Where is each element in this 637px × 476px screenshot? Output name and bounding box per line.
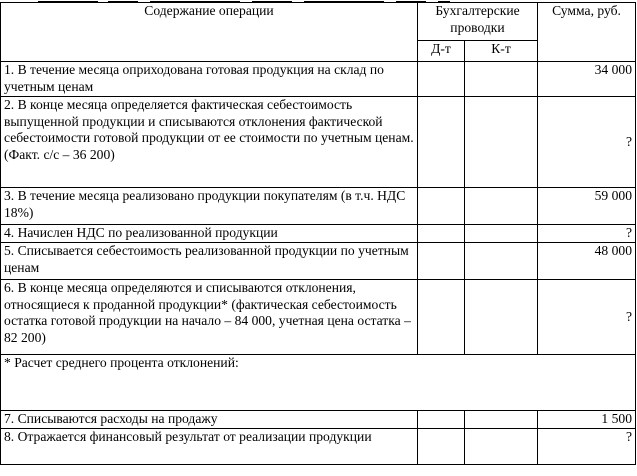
table-row — [1, 429, 636, 465]
debit-cell — [418, 225, 465, 243]
operation-text: 1. В течение месяца оприходована готовая продукция на склад по учетным ценам — [1, 62, 418, 97]
header-sum: Сумма, руб. — [538, 3, 636, 62]
operation-text: 3. В течение месяца реализовано продукции покупателям (в т.ч. НДС 18%) — [1, 188, 418, 225]
credit-cell — [465, 429, 538, 465]
table-row — [1, 411, 636, 429]
operation-text: 6. В конце месяца определяются и списываются отклонения, относящиеся к проданной продукции* (фактическая себестоимость остатка готовой продукции на начало – 84 000, учетная цена остатка – 82 200) — [1, 280, 418, 355]
credit-cell — [465, 225, 538, 243]
debit-cell — [418, 243, 465, 280]
debit-cell — [418, 280, 465, 355]
credit-cell — [465, 97, 538, 188]
amount-cell: 59 000 — [538, 188, 636, 225]
table-row — [1, 243, 636, 280]
table-row — [1, 280, 636, 355]
table-row — [1, 62, 636, 97]
credit-cell — [465, 62, 538, 97]
amount-cell: ? — [538, 280, 636, 355]
credit-cell — [465, 280, 538, 355]
amount-cell: 48 000 — [538, 243, 636, 280]
operation-text: 2. В конце месяца определяется фактическая себестоимость выпущенной продукции и списываются отклонения фактической себестоимости готовой продукции от ее стоимости по учетным ценам. (Факт. с/с – 36 200) — [1, 97, 418, 188]
operation-text: 5. Списывается себестоимость реализованной продукции по учетным ценам — [1, 243, 418, 280]
credit-cell — [465, 411, 538, 429]
amount-cell: 1 500 — [538, 411, 636, 429]
operation-text: 8. Отражается финансовый результат от реализации продукции — [1, 429, 418, 465]
amount-cell: ? — [538, 225, 636, 243]
table-row — [1, 97, 636, 188]
header-entries: Бухгалтерские проводки — [418, 3, 538, 41]
amount-cell: ? — [538, 429, 636, 465]
debit-cell — [418, 411, 465, 429]
operation-text: 7. Списываются расходы на продажу — [1, 411, 418, 429]
credit-cell — [465, 243, 538, 280]
note-row — [1, 355, 636, 411]
operation-text: 4. Начислен НДС по реализованной продукции — [1, 225, 418, 243]
amount-cell: ? — [538, 97, 636, 188]
table-row — [1, 225, 636, 243]
header-row — [1, 3, 636, 41]
debit-cell — [418, 62, 465, 97]
note-text: * Расчет среднего процента отклонений: — [1, 355, 636, 411]
header-credit: К-т — [465, 41, 538, 62]
header-content: Содержание операции — [1, 3, 418, 62]
amount-cell: 34 000 — [538, 62, 636, 97]
credit-cell — [465, 188, 538, 225]
table-row — [1, 188, 636, 225]
debit-cell — [418, 97, 465, 188]
debit-cell — [418, 188, 465, 225]
debit-cell — [418, 429, 465, 465]
header-debit: Д-т — [418, 41, 465, 62]
operations-table — [0, 2, 636, 465]
